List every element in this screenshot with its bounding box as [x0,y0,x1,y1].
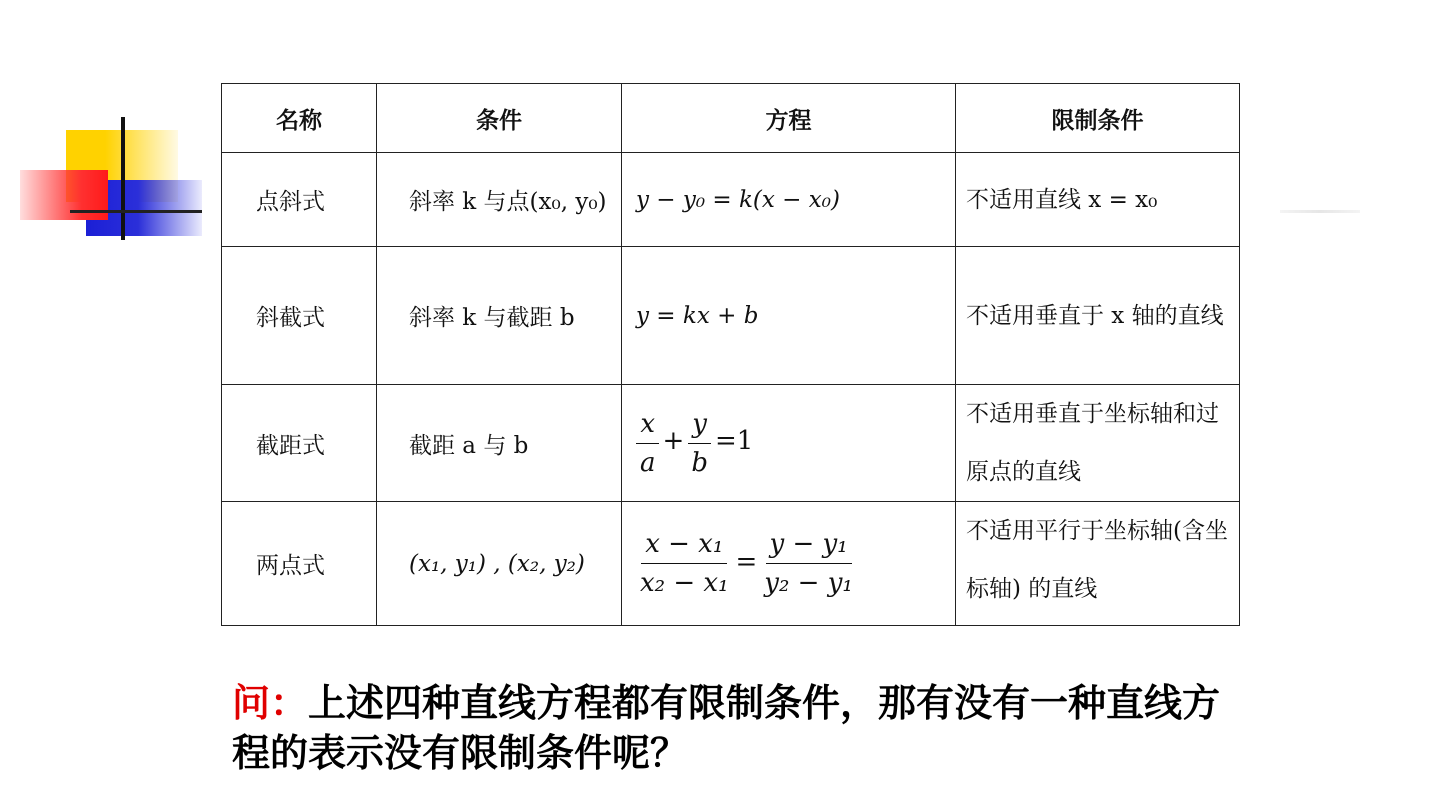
fraction [636,409,660,478]
header-equation: 方程 [622,84,956,153]
question-body: 上述四种直线方程都有限制条件，那有没有一种直线方程的表示没有限制条件呢？ [232,681,1221,775]
operator: = [735,546,758,577]
row-equation [622,385,956,502]
row-equation: y − y₀ = k(x − x₀) [622,153,956,247]
fraction-denominator: a [640,447,656,478]
fraction-numerator: x [636,409,659,444]
limit-line: 不适用平行于坐标轴(含坐 [966,518,1228,544]
row-name: 两点式 [222,502,377,626]
row-condition: 斜率 k 与点(x₀, y₀) [377,153,622,247]
fraction-denominator: y₂ − y₁ [764,568,853,598]
row-equation: y = kx + b [622,247,956,385]
header-name: 名称 [222,84,377,153]
decor-faint-line [1280,210,1360,213]
limit-line: 原点的直线 [966,459,1081,485]
operator: + [662,426,685,456]
row-condition: (x₁, y₁) , (x₂, y₂) [377,502,622,626]
header-condition: 条件 [377,84,622,153]
question-text [232,678,1232,778]
decor-vertical-line [121,117,125,240]
equation-rhs: =1 [714,426,754,456]
table-row [222,153,1240,247]
row-limit: 不适用垂直于 x 轴的直线 [956,247,1240,385]
table-row [222,247,1240,385]
fraction-denominator: x₂ − x₁ [640,568,729,598]
limit-line: 标轴) 的直线 [966,576,1098,602]
question-label: 问： [232,681,309,725]
limit-line: 不适用垂直于坐标轴和过 [966,401,1219,427]
row-condition: 截距 a 与 b [377,385,622,502]
row-equation [622,502,956,626]
row-name: 截距式 [222,385,377,502]
row-limit [956,385,1240,502]
line-equation-table [221,83,1240,626]
row-name: 点斜式 [222,153,377,247]
row-name: 斜截式 [222,247,377,385]
row-limit [956,502,1240,626]
header-limit: 限制条件 [956,84,1240,153]
fraction-numerator: y [688,409,711,444]
decor-horizontal-line [70,210,202,213]
table-header-row [222,84,1240,153]
fraction-denominator: b [691,447,708,478]
fraction [760,529,857,598]
fraction [687,409,712,478]
row-condition: 斜率 k 与截距 b [377,247,622,385]
fraction-numerator: x − x₁ [641,529,727,564]
fraction-numerator: y − y₁ [766,529,852,564]
row-limit: 不适用直线 x = x₀ [956,153,1240,247]
table-row [222,502,1240,626]
table-row [222,385,1240,502]
fraction [636,529,733,598]
